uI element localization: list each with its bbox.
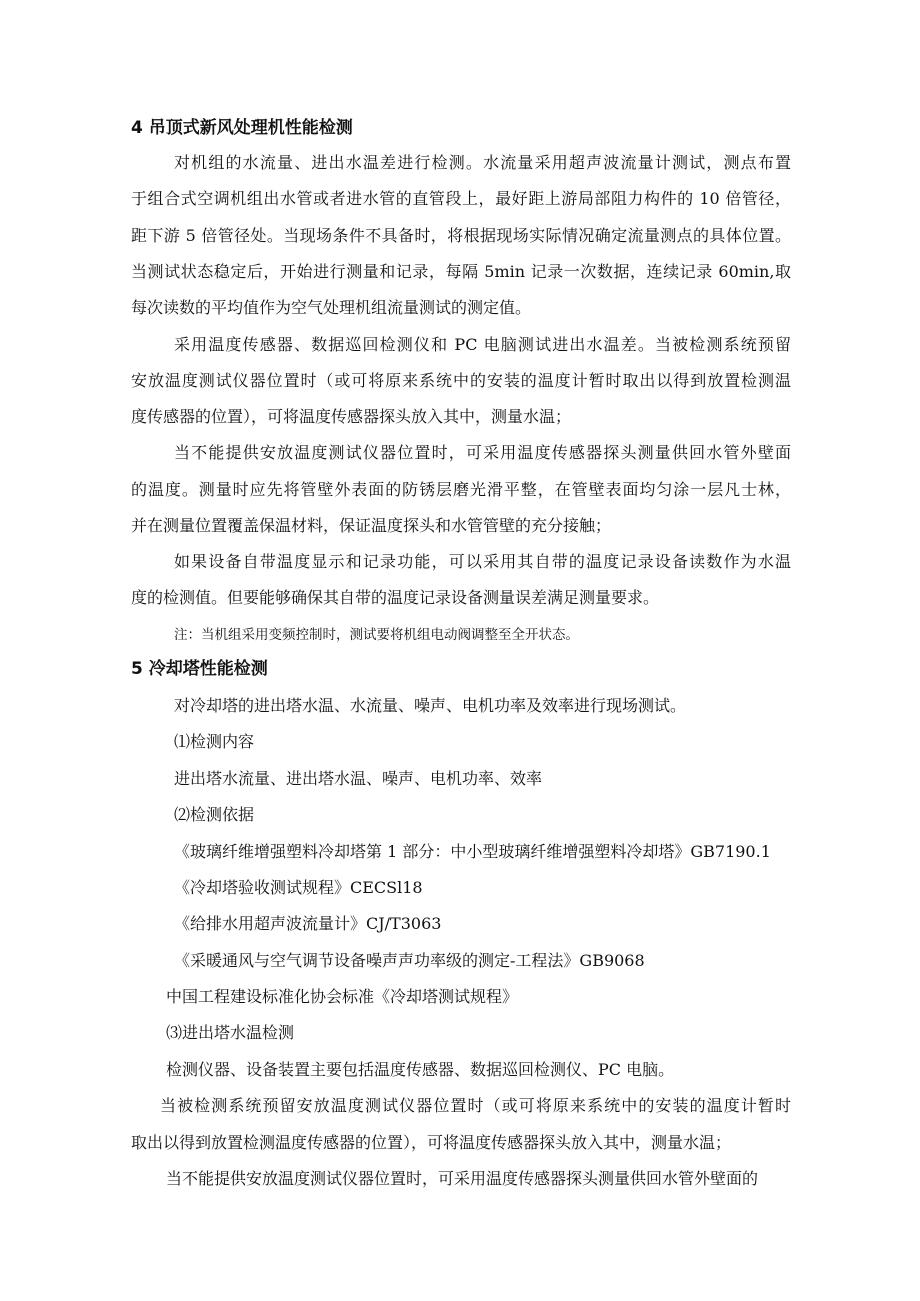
- section-5-heading: 5 冷却塔性能检测: [131, 659, 268, 679]
- paragraph-line: 安放温度测试仪器位置时（或可将原来系统中的安装的温度计暂时取出以得到放置检测温: [131, 371, 791, 390]
- section-4-heading: 4 吊顶式新风处理机性能检测: [131, 118, 353, 138]
- paragraph-line: 当被检测系统预留安放温度测试仪器位置时（或可将原来系统中的安装的温度计暂时: [160, 1096, 791, 1115]
- list-item-body: 检测仪器、设备装置主要包括温度传感器、数据巡回检测仪、PC 电脑。: [166, 1060, 675, 1079]
- paragraph-line: 当不能提供安放温度测试仪器位置时，可采用温度传感器探头测量供回水管外壁面: [174, 443, 791, 462]
- note-text: 注：当机组采用变频控制时，测试要将机组电动阀调整至全开状态。: [174, 627, 579, 643]
- list-item-title: ⑴检测内容: [174, 732, 255, 751]
- reference-item: 中国工程建设标准化协会标准《冷却塔测试规程》: [166, 987, 519, 1006]
- list-item-title: ⑶进出塔水温检测: [166, 1023, 295, 1042]
- list-item-title: ⑵检测依据: [174, 805, 255, 824]
- paragraph-line: 的温度。测量时应先将管壁外表面的防锈层磨光滑平整，在管壁表面均匀涂一层凡士林，: [131, 480, 791, 499]
- paragraph-line: 采用温度传感器、数据巡回检测仪和 PC 电脑测试进出水温差。当被检测系统预留: [174, 335, 791, 354]
- paragraph-line: 对冷却塔的进出塔水温、水流量、噪声、电机功率及效率进行现场测试。: [174, 696, 687, 715]
- list-item-body: 进出塔水流量、进出塔水温、噪声、电机功率、效率: [174, 769, 543, 788]
- paragraph-line: 当不能提供安放温度测试仪器位置时，可采用温度传感器探头测量供回水管外壁面的: [166, 1169, 759, 1188]
- paragraph-line: 取出以得到放置检测温度传感器的位置），可将温度传感器探头放入其中，测量水温；: [131, 1133, 732, 1152]
- paragraph-line: 于组合式空调机组出水管或者进水管的直管段上，最好距上游局部阻力构件的 10 倍管径，: [131, 189, 791, 208]
- reference-item: 《给排水用超声波流量计》CJ/T3063: [174, 914, 442, 933]
- paragraph-line: 并在测量位置覆盖保温材料，保证温度探头和水管管壁的充分接触；: [131, 516, 612, 535]
- reference-item: 《冷却塔验收测试规程》CECSl18: [174, 878, 423, 897]
- reference-item: 《玻璃纤维增强塑料冷却塔第 1 部分：中小型玻璃纤维增强塑料冷却塔》GB7190.1: [174, 842, 771, 861]
- paragraph-line: 每次读数的平均值作为空气处理机组流量测试的测定值。: [131, 298, 532, 317]
- paragraph-line: 如果设备自带温度显示和记录功能，可以采用其自带的温度记录设备读数作为水温: [174, 552, 791, 571]
- paragraph-line: 对机组的水流量、进出水温差进行检测。水流量采用超声波流量计测试，测点布置: [174, 153, 791, 172]
- paragraph-line: 度传感器的位置），可将温度传感器探头放入其中，测量水温；: [131, 407, 572, 426]
- paragraph-line: 当测试状态稳定后，开始进行测量和记录，每隔 5min 记录一次数据，连续记录 60min,取: [131, 262, 791, 281]
- paragraph-line: 距下游 5 倍管径处。当现场条件不具备时，将根据现场实际情况确定流量测点的具体位置。: [131, 226, 791, 245]
- paragraph-line: 度的检测值。但要能够确保其自带的温度记录设备测量误差满足测量要求。: [131, 588, 660, 607]
- reference-item: 《采暖通风与空气调节设备噪声声功率级的测定-工程法》GB9068: [174, 951, 645, 970]
